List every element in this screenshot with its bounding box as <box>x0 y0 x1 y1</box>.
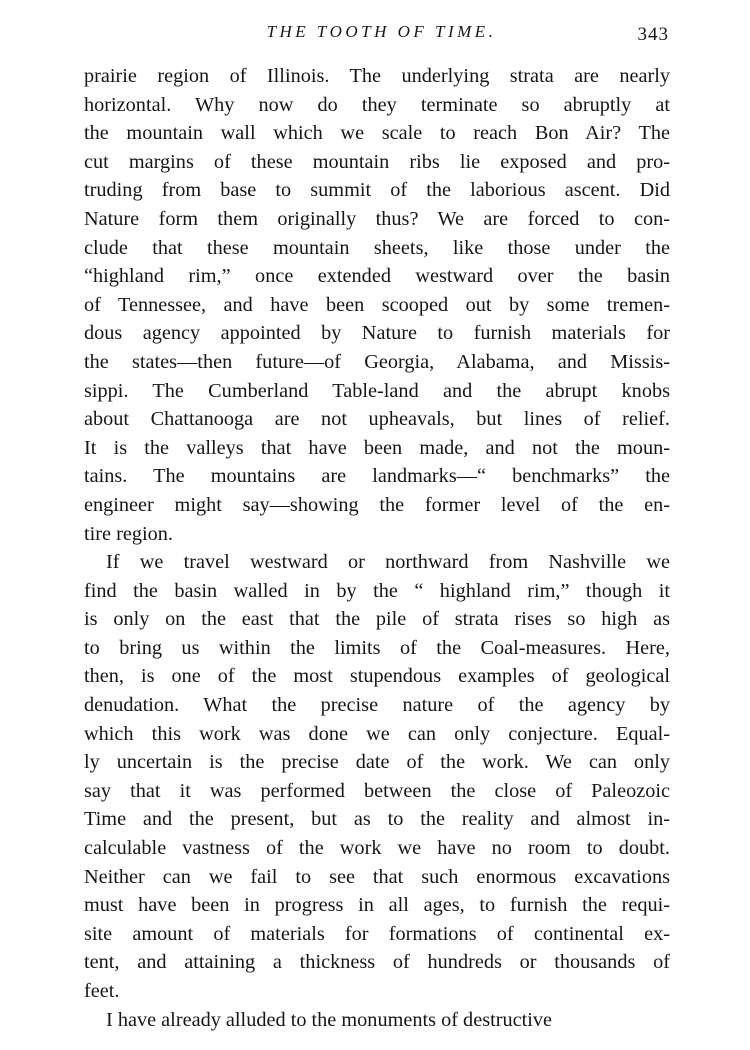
text-line: ly uncertain is the precise date of the work. We can only <box>84 751 670 774</box>
text-line: horizontal. Why now do they terminate so abruptly at <box>84 93 670 116</box>
text-line: tains. The mountains are landmarks—“ benchmarks” the <box>84 465 670 488</box>
text-line: clude that these mountain sheets, like those under the <box>84 236 670 259</box>
body-text <box>84 62 670 1034</box>
text-line: calculable vastness of the work we have no room to doubt. <box>84 837 670 860</box>
text-line: must have been in progress in all ages, to furnish the requi- <box>84 894 670 917</box>
text-line: tent, and attaining a thickness of hundreds or thousands of <box>84 951 670 974</box>
text-line: It is the valleys that have been made, and not the moun- <box>84 436 670 459</box>
text-line: “highland rim,” once extended westward over the basin <box>84 265 670 288</box>
text-line: feet. <box>84 980 120 1002</box>
text-line: engineer might say—showing the former level of the en- <box>84 493 670 516</box>
text-line: I have already alluded to the monuments of destructive <box>106 1008 553 1031</box>
text-line: is only on the east that the pile of strata rises so high as <box>84 608 670 631</box>
text-line: truding from base to summit of the laborious ascent. Did <box>84 179 670 202</box>
text-line: prairie region of Illinois. The underlying strata are nearly <box>84 65 670 87</box>
text-line: sippi. The Cumberland Table-land and the abrupt knobs <box>84 379 670 402</box>
text-line: Time and the present, but as to the reality and almost in- <box>84 808 670 831</box>
text-line: site amount of materials for formations of continental ex- <box>84 922 670 945</box>
text-line: the states—then future—of Georgia, Alabama, and Missis- <box>84 350 670 373</box>
text-line: about Chattanooga are not upheavals, but lines of relief. <box>84 408 670 431</box>
page-number: 343 <box>637 24 669 45</box>
text-line: If we travel westward or northward from Nashville we <box>106 551 670 574</box>
text-line: the mountain wall which we scale to reach Bon Air? The <box>84 122 670 145</box>
running-title: THE TOOTH OF TIME. <box>266 22 497 41</box>
text-line: dous agency appointed by Nature to furnish materials for <box>84 322 670 345</box>
paragraph <box>84 1006 670 1035</box>
text-line: Neither can we fail to see that such enormous excavations <box>84 865 670 888</box>
paragraph <box>84 548 670 1006</box>
text-line: tire region. <box>84 522 173 545</box>
text-line: say that it was performed between the close of Paleozoic <box>84 779 670 802</box>
text-line: to bring us within the limits of the Coal-measures. Here, <box>84 636 670 659</box>
text-line: then, is one of the most stupendous examples of geological <box>84 665 670 688</box>
text-line: which this work was done we can only conjecture. Equal- <box>84 722 670 745</box>
text-line: cut margins of these mountain ribs lie exposed and pro- <box>84 150 670 173</box>
paragraph <box>84 62 670 548</box>
text-line: Nature form them originally thus? We are forced to con- <box>84 207 670 230</box>
text-line: of Tennessee, and have been scooped out by some tremen- <box>84 293 670 316</box>
text-line: denudation. What the precise nature of the agency by <box>84 694 670 717</box>
text-line: find the basin walled in by the “ highland rim,” though it <box>84 579 670 602</box>
running-head <box>84 18 669 48</box>
